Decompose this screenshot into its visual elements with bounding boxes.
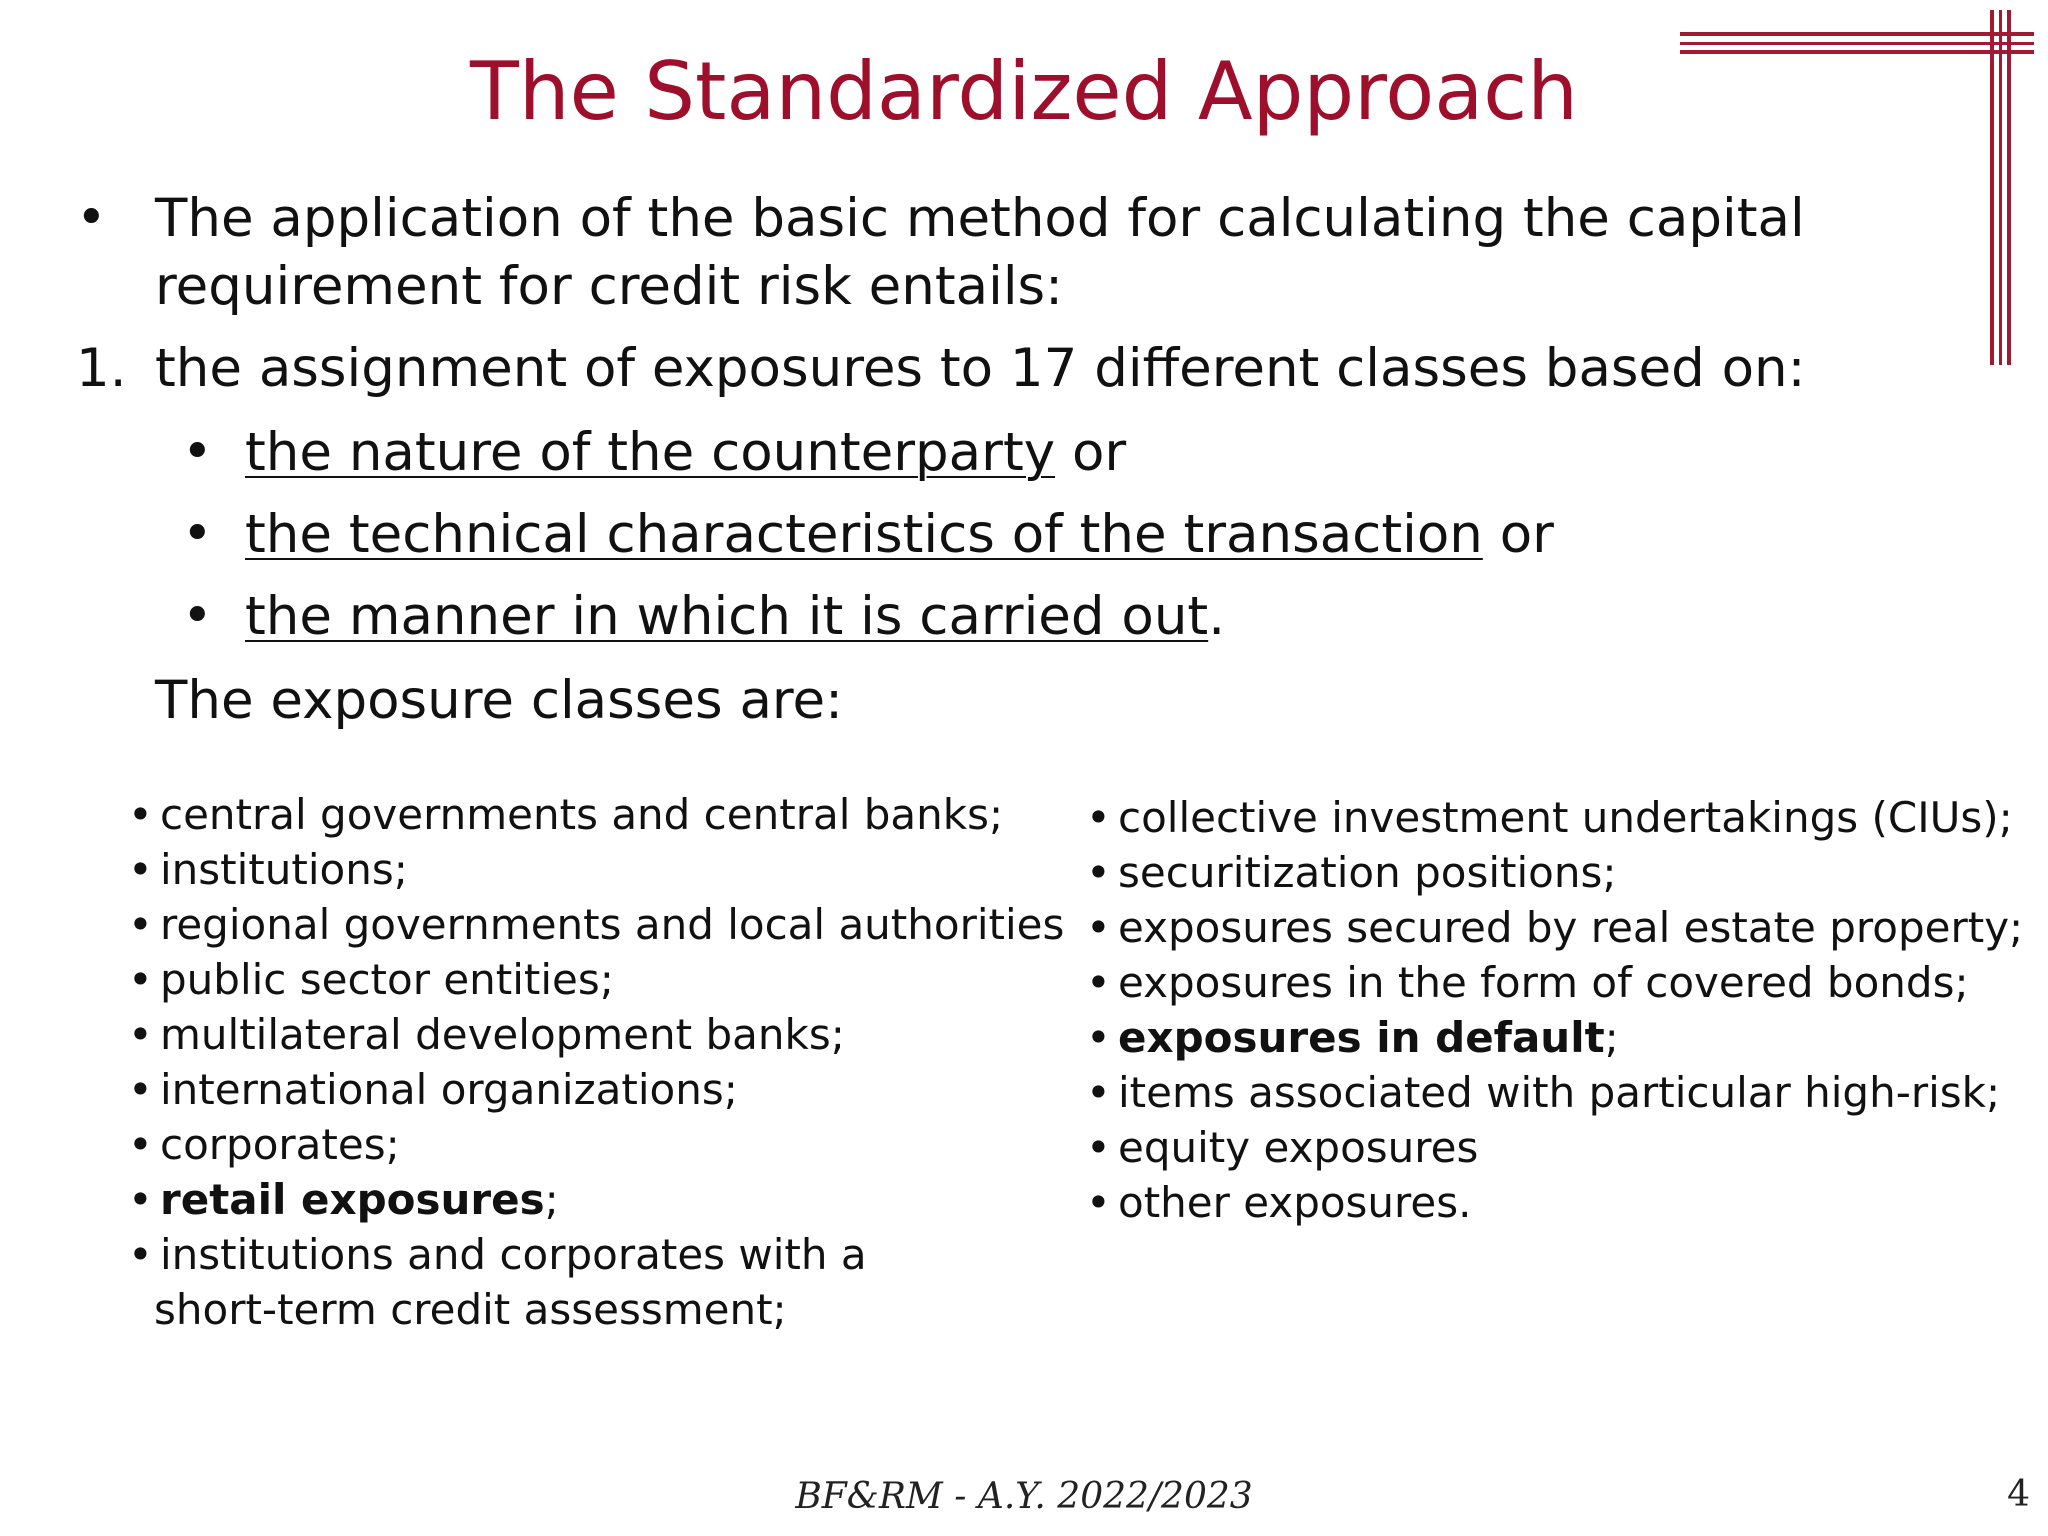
bullet-icon: • — [128, 1120, 153, 1169]
bullet-icon: • — [1086, 958, 1111, 1007]
list-item: • corporates; — [128, 1117, 1064, 1172]
classes-heading: The exposure classes are: — [155, 670, 844, 731]
item-1-text: the assignment of exposures to 17 different classes based on: — [155, 338, 1806, 399]
list-item: • international organizations; — [128, 1062, 1064, 1117]
bullet-icon: • — [128, 1175, 153, 1224]
bullet-icon: • — [182, 422, 213, 482]
bullet-icon: • — [182, 586, 213, 646]
list-item: • items associated with particular high-risk; — [1086, 1065, 2023, 1120]
bullet-icon: • — [128, 1065, 153, 1114]
bullet-icon: • — [128, 845, 153, 894]
exposure-classes-left — [128, 787, 1064, 1337]
bullet-icon: • — [1086, 1178, 1111, 1227]
list-item: • equity exposures — [1086, 1120, 2023, 1175]
sub-bullet-suffix: or — [1055, 422, 1127, 483]
bullet-icon: • — [1086, 1013, 1111, 1062]
bullet-icon: • — [1086, 1123, 1111, 1172]
bullet-icon: • — [128, 900, 153, 949]
list-item: • exposures in default; — [1086, 1010, 2023, 1065]
slide-title: The Standardized Approach — [470, 45, 1578, 138]
sub-bullet-underlined: the technical characteristics of the transaction — [245, 504, 1483, 565]
list-item: • other exposures. — [1086, 1175, 2023, 1230]
bullet-icon: • — [76, 188, 107, 248]
bullet-icon: • — [128, 955, 153, 1004]
bullet-icon: • — [1086, 903, 1111, 952]
list-item: • multilateral development banks; — [128, 1007, 1064, 1062]
bullet-icon: • — [128, 790, 153, 839]
list-item: • public sector entities; — [128, 952, 1064, 1007]
slide-footer: BF&RM - A.Y. 2022/2023 — [795, 1476, 1253, 1517]
intro-line-1: The application of the basic method for calculating the capital — [155, 188, 1805, 249]
list-item: • central governments and central banks; — [128, 787, 1064, 842]
list-item: • retail exposures; — [128, 1172, 1064, 1227]
sub-bullet-suffix: or — [1482, 504, 1554, 565]
decorative-bar-horizontal — [1680, 42, 2034, 45]
sub-bullet-counterparty — [245, 420, 1126, 486]
sub-bullet-underlined: the nature of the counterparty — [245, 422, 1056, 483]
list-item-continuation: short-term credit assessment; — [154, 1285, 787, 1334]
list-item: • collective investment undertakings (CIUs); — [1086, 790, 2023, 845]
page-number: 4 — [2007, 1474, 2030, 1515]
bullet-icon: • — [1086, 793, 1111, 842]
sub-bullet-suffix: . — [1208, 586, 1226, 647]
bullet-icon: • — [1086, 1068, 1111, 1117]
bullet-icon: • — [128, 1230, 153, 1279]
sub-bullet-manner — [245, 584, 1225, 650]
list-item: • institutions; — [128, 842, 1064, 897]
exposure-classes-right — [1086, 790, 2023, 1230]
list-item: • exposures in the form of covered bonds; — [1086, 955, 2023, 1010]
list-item: • institutions and corporates with a — [128, 1227, 1064, 1282]
sub-bullet-underlined: the manner in which it is carried out — [245, 586, 1209, 647]
item-number: 1. — [76, 338, 127, 399]
bullet-icon: • — [128, 1010, 153, 1059]
list-item: • exposures secured by real estate property; — [1086, 900, 2023, 955]
decorative-bar-horizontal — [1680, 32, 2034, 36]
list-item: • regional governments and local authorities — [128, 897, 1064, 952]
bullet-icon: • — [182, 504, 213, 564]
sub-bullet-technical — [245, 502, 1554, 568]
intro-line-2: requirement for credit risk entails: — [155, 256, 1064, 317]
list-item: • securitization positions; — [1086, 845, 2023, 900]
bullet-icon: • — [1086, 848, 1111, 897]
